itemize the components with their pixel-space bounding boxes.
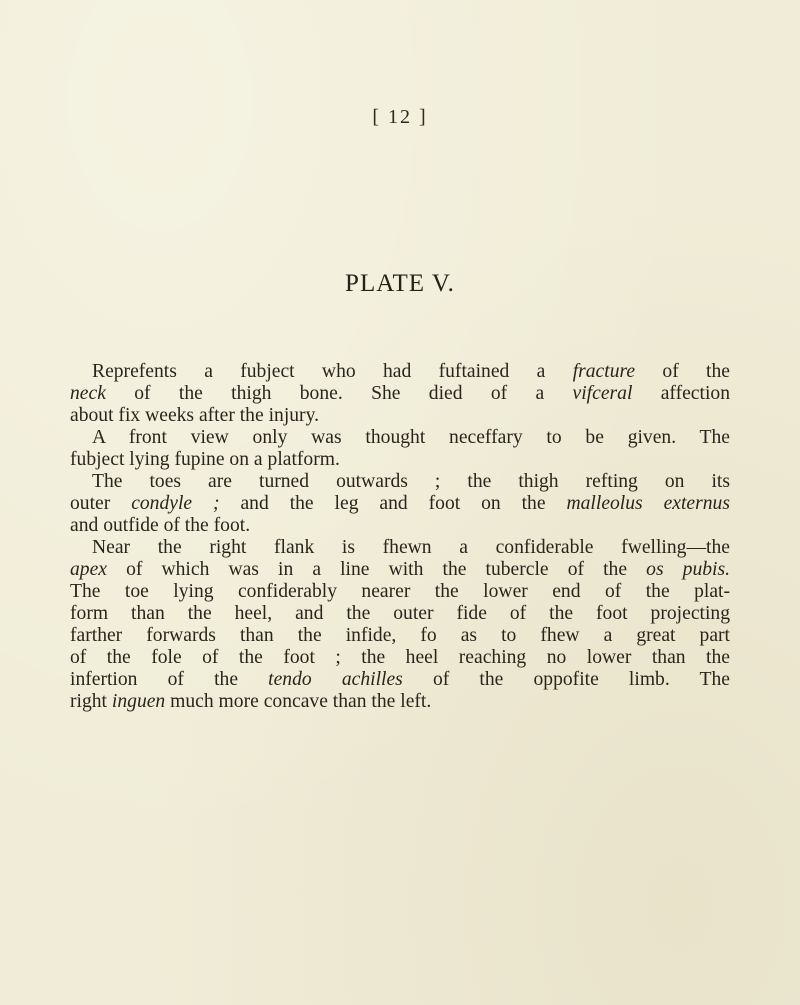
text-line: form than the heel, and the outer fide of the foot projecting <box>70 603 730 624</box>
page-number: [ 12 ] <box>372 106 428 128</box>
text-span: infertion of the <box>70 669 269 690</box>
italic-term: tendo achilles <box>268 669 403 690</box>
text-span: affection <box>632 383 730 404</box>
text-line: of the fole of the foot ; the heel reaching no lower than the <box>70 647 730 668</box>
text-span: and the leg and foot on the <box>219 493 567 514</box>
body-text <box>70 361 730 713</box>
text-span: outer <box>70 493 132 514</box>
paragraph-2 <box>70 427 730 471</box>
italic-term: vifceral <box>572 383 633 404</box>
italic-term: malleolus externus <box>566 493 730 514</box>
italic-term: os pubis. <box>646 559 731 580</box>
text-line <box>70 559 730 581</box>
text-span: of the <box>635 361 730 382</box>
text-line: about fix weeks after the injury. <box>70 405 320 426</box>
italic-term: neck <box>70 383 106 404</box>
text-line <box>70 361 730 383</box>
text-line: Near the right flank is fhewn a confiderable fwelling—the <box>92 537 730 558</box>
paragraph-1 <box>70 361 730 427</box>
text-span: of the thigh bone. She died of a <box>105 383 573 404</box>
italic-term: apex <box>70 559 107 580</box>
text-line: fubject lying fupine on a platform. <box>70 449 340 470</box>
italic-term: fracture <box>572 361 636 382</box>
text-line <box>70 493 730 515</box>
text-span: of the oppofite limb. The <box>402 669 731 690</box>
paragraph-3 <box>70 471 730 537</box>
text-line: A front view only was thought neceffary to be given. The <box>92 427 730 448</box>
text-span: of which was in a line with the tubercle of the <box>107 559 647 580</box>
text-span: right <box>70 691 112 712</box>
text-line <box>70 691 730 713</box>
text-line: The toe lying confiderably nearer the lower end of the plat- <box>70 581 730 602</box>
text-line <box>70 669 730 691</box>
text-span: much more concave than the left. <box>165 691 432 712</box>
plate-title: PLATE V. <box>345 270 455 297</box>
text-span: Reprefents a fubject who had fuftained a <box>92 361 573 382</box>
paragraph-4 <box>70 537 730 713</box>
italic-term: inguen <box>111 691 166 712</box>
italic-term: condyle ; <box>131 493 220 514</box>
text-line: The toes are turned outwards ; the thigh refting on its <box>92 471 730 492</box>
text-line <box>70 383 730 405</box>
text-line: farther forwards than the infide, fo as to fhew a great part <box>70 625 730 646</box>
text-line: and outfide of the foot. <box>70 515 251 536</box>
